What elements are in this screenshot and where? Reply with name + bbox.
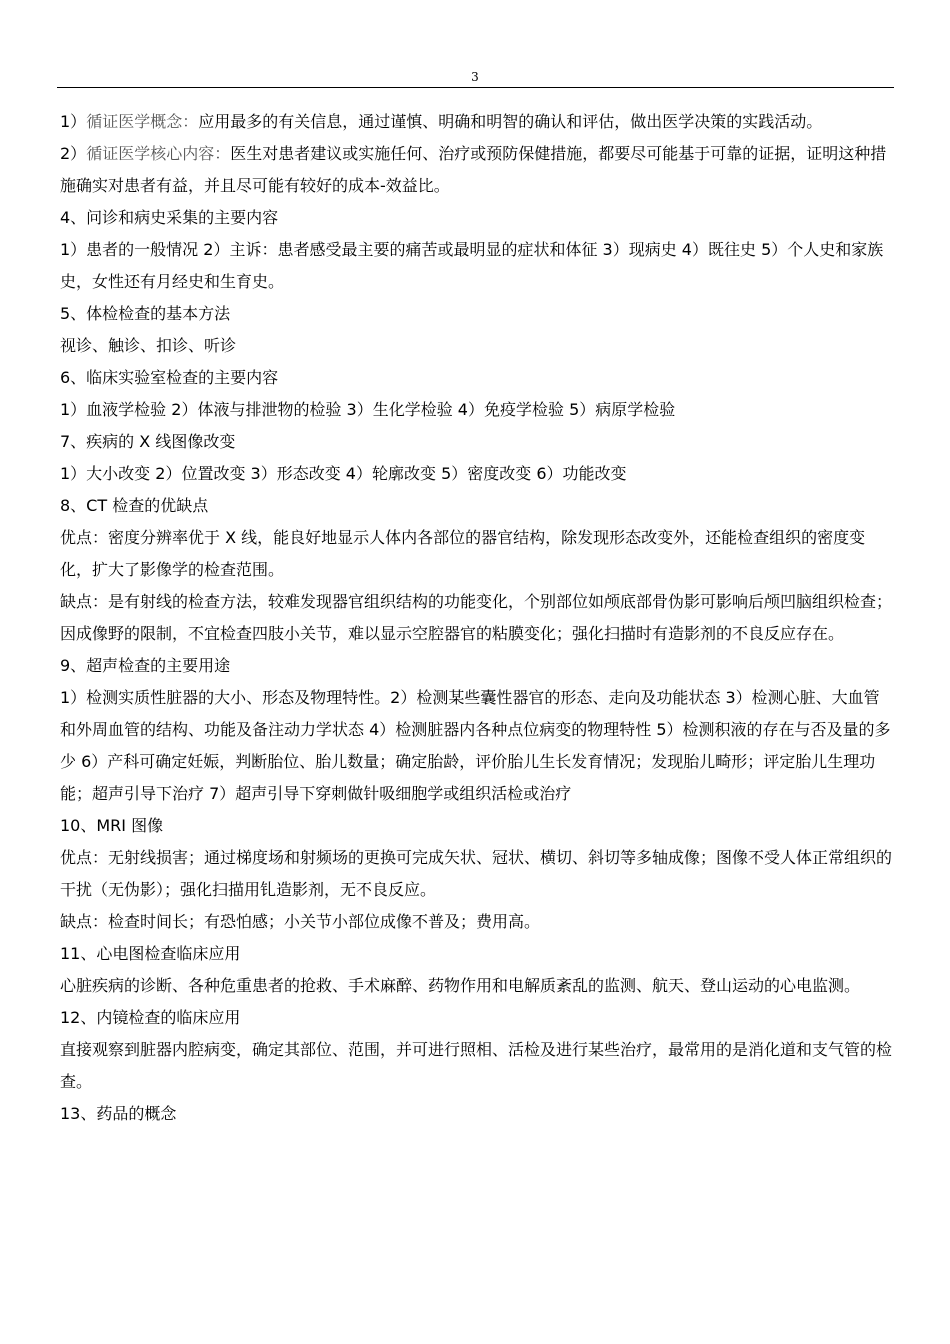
- paragraph-text: 应用最多的有关信息，通过谨慎、明确和明智的确认和评估，做出医学决策的实践活动。: [198, 112, 823, 131]
- section-heading: 8、CT 检查的优缺点: [60, 496, 209, 515]
- section-heading: 10、MRI 图像: [60, 816, 164, 835]
- section-heading: 6、临床实验室检查的主要内容: [60, 368, 279, 387]
- paragraph: 视诊、触诊、扣诊、听诊: [60, 336, 237, 355]
- paragraph: 1）血液学检验 2）体液与排泄物的检验 3）生化学检验 4）免疫学检验 5）病原学检验: [60, 400, 676, 419]
- paragraph: 缺点：是有射线的检查方法，较难发现器官组织结构的功能变化，个别部位如颅底部骨伪影可影响后颅凹脑组织检查；因成像野的限制，不宜检查四肢小关节，难以显示空腔器官的粘膜变化；强化扫描时有造影剂的不良反应存在。: [60, 592, 893, 643]
- paragraph: 直接观察到脏器内腔病变，确定其部位、范围，并可进行照相、活检及进行某些治疗，最常用的是消化道和支气管的检查。: [60, 1040, 893, 1091]
- section-heading: 11、心电图检查临床应用: [60, 944, 241, 963]
- section-heading: 13、药品的概念: [60, 1104, 177, 1123]
- paragraph-term: 循证医学概念：: [86, 112, 199, 131]
- section-heading: 4、问诊和病史采集的主要内容: [60, 208, 279, 227]
- paragraph: 优点：无射线损害；通过梯度场和射频场的更换可完成矢状、冠状、横切、斜切等多轴成像；图像不受人体正常组织的干扰（无伪影）；强化扫描用钆造影剂，无不良反应。: [60, 848, 893, 899]
- page-number: 3: [471, 70, 479, 84]
- paragraph-text: 医生对患者建议或实施任何、治疗或预防保健措施，都要尽可能基于可靠的证据，证明这种措施确实对患者有益，并且尽可能有较好的成本-效益比。: [60, 144, 887, 195]
- section-heading: 5、体检检查的基本方法: [60, 304, 231, 323]
- document-body: [60, 106, 894, 1130]
- paragraph-evidence-medicine-concept: [60, 106, 894, 138]
- header-rule: [57, 87, 894, 88]
- paragraph-prefix: 1）: [60, 112, 87, 131]
- paragraph: 心脏疾病的诊断、各种危重患者的抢救、手术麻醉、药物作用和电解质紊乱的监测、航天、登山运动的心电监测。: [60, 976, 861, 995]
- section-heading: 12、内镜检查的临床应用: [60, 1008, 241, 1027]
- paragraph: 优点：密度分辨率优于 X 线，能良好地显示人体内各部位的器官结构，除发现形态改变外，还能检查组织的密度变化，扩大了影像学的检查范围。: [60, 528, 866, 579]
- paragraph: 1）患者的一般情况 2）主诉：患者感受最主要的痛苦或最明显的症状和体征 3）现病史 4）既往史 5）个人史和家族史，女性还有月经史和生育史。: [60, 240, 884, 291]
- paragraph: 1）检测实质性脏器的大小、形态及物理特性。2）检测某些囊性器官的形态、走向及功能状态 3）检测心脏、大血管和外周血管的结构、功能及备注动力学状态 4）检测脏器内各种点位病变的物理特性 5）检测积液的存在与否及量的多少 6）产科可确定妊娠，判断胎位、胎儿数量；确定胎龄，评价胎儿生长发育情况；发现胎儿畸形；评定胎儿生理功能；超声引导下治疗 7）超声引导下穿刺做针吸细胞学或组织活检或治疗: [60, 688, 891, 803]
- paragraph-evidence-medicine-core: [60, 138, 894, 202]
- section-heading: 9、超声检查的主要用途: [60, 656, 231, 675]
- paragraph-prefix: 2）: [60, 144, 87, 163]
- paragraph-term: 循证医学核心内容：: [86, 144, 231, 163]
- paragraph: 1）大小改变 2）位置改变 3）形态改变 4）轮廓改变 5）密度改变 6）功能改变: [60, 464, 627, 483]
- section-heading: 7、疾病的 X 线图像改变: [60, 432, 236, 451]
- paragraph: 缺点：检查时间长；有恐怕感；小关节小部位成像不普及；费用高。: [60, 912, 541, 931]
